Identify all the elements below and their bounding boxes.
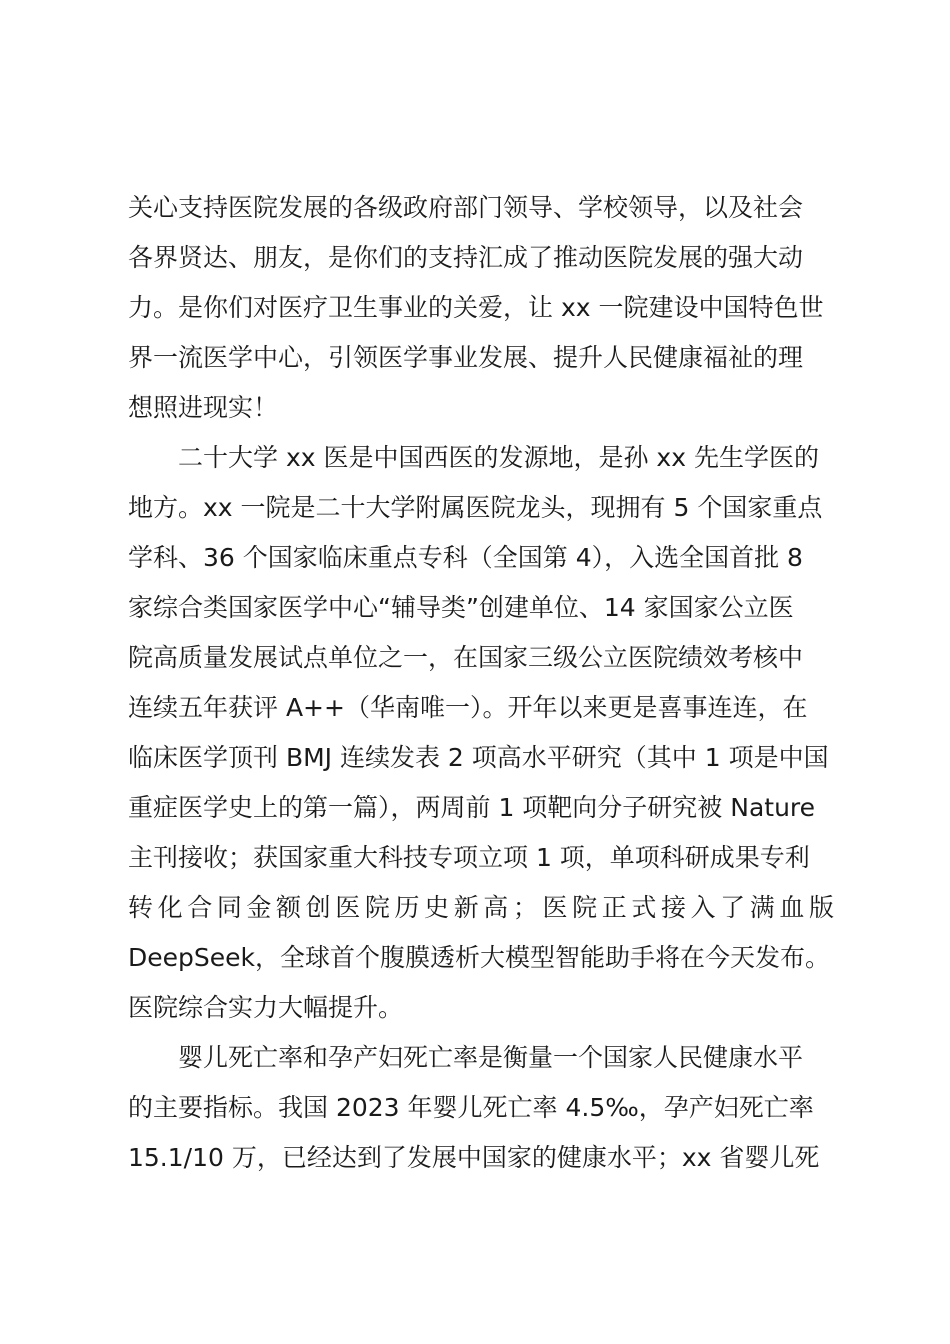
text-line: DeepSeek，全球首个腹膜透析大模型智能助手将在今天发布。: [128, 943, 830, 972]
text-line: 的主要指标。我国 2023 年婴儿死亡率 4.5‰，孕产妇死亡率: [128, 1093, 814, 1122]
text-line: 关心支持医院发展的各级政府部门领导、学校领导，以及社会: [128, 193, 804, 222]
text-line: 力。是你们对医疗卫生事业的关爱，让 xx 一院建设中国特色世: [128, 293, 824, 322]
paragraph-3: [128, 1033, 834, 1183]
text-line: 院高质量发展试点单位之一，在国家三级公立医院绩效考核中: [128, 643, 804, 672]
text-line: 重症医学史上的第一篇），两周前 1 项靶向分子研究被 Nature: [128, 793, 816, 822]
text-line: 家综合类国家医学中心“辅导类”创建单位、14 家国家公立医: [128, 593, 794, 622]
text-line: 界一流医学中心，引领医学事业发展、提升人民健康福祉的理: [128, 343, 804, 372]
text-line: 婴儿死亡率和孕产妇死亡率是衡量一个国家人民健康水平: [128, 1043, 804, 1072]
paragraph-2: [128, 433, 834, 1033]
text-line: 连续五年获评 A++（华南唯一）。开年以来更是喜事连连，在: [128, 693, 808, 722]
text-line: 地方。xx 一院是二十大学附属医院龙头，现拥有 5 个国家重点: [128, 493, 823, 522]
document-body: [128, 183, 834, 1183]
text-line: 学科、36 个国家临床重点专科（全国第 4），入选全国首批 8: [128, 543, 803, 572]
text-line: 医院综合实力大幅提升。: [128, 993, 404, 1022]
text-line: 各界贤达、朋友，是你们的支持汇成了推动医院发展的强大动: [128, 243, 804, 272]
text-line: 二十大学 xx 医是中国西医的发源地，是孙 xx 先生学医的: [128, 443, 819, 472]
text-line: 转化合同金额创医院历史新高；医院正式接入了满血版: [128, 893, 834, 922]
text-line: 15.1/10 万，已经达到了发展中国家的健康水平；xx 省婴儿死: [128, 1143, 820, 1172]
text-line: 想照进现实！: [128, 393, 279, 422]
text-line: 主刊接收；获国家重大科技专项立项 1 项，单项科研成果专利: [128, 843, 810, 872]
text-line: 临床医学顶刊 BMJ 连续发表 2 项高水平研究（其中 1 项是中国: [128, 743, 829, 772]
paragraph-1: [128, 183, 834, 433]
